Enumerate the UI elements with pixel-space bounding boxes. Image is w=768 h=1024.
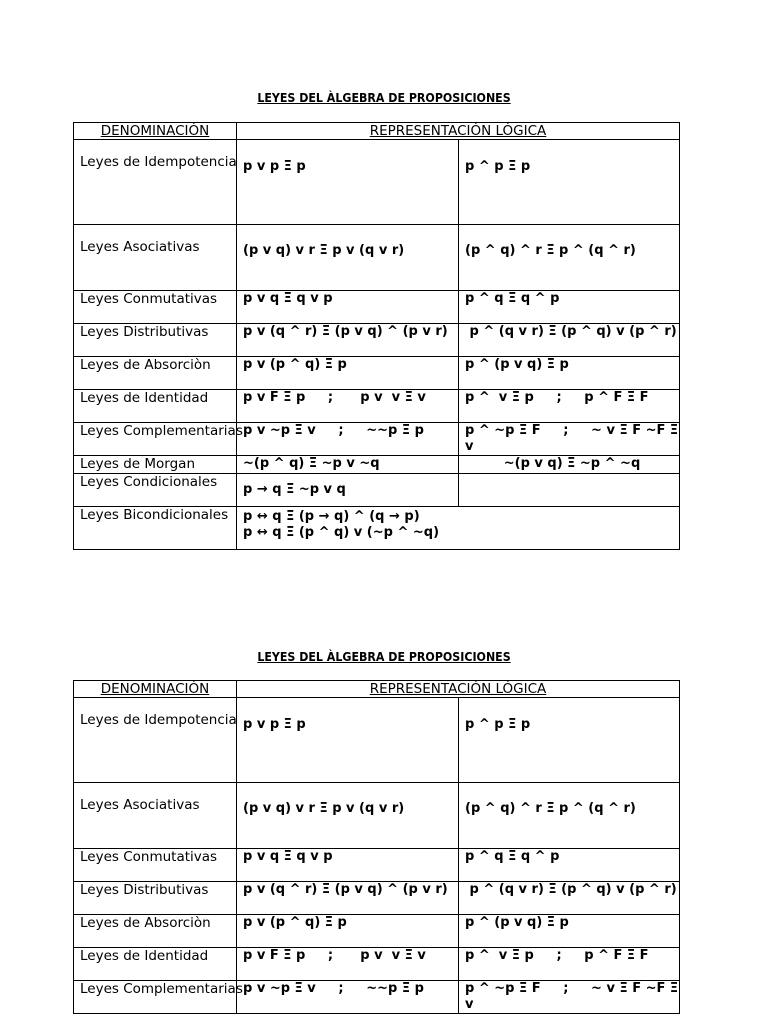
document-title: LEYES DEL ÀLGEBRA DE PROPOSICIONES: [257, 650, 511, 664]
law-name: Leyes Conmutativas: [74, 849, 237, 882]
law-name: Leyes Complementarias: [74, 423, 237, 456]
law-formula: p ^ (q v r) Ξ (p ^ q) v (p ^ r): [459, 882, 680, 915]
table-header-row: [74, 123, 680, 140]
laws-table: [73, 122, 683, 550]
table-row: [74, 981, 680, 1014]
law-name: Leyes de Identidad: [74, 948, 237, 981]
law-formula: p ^ (p v q) Ξ p: [459, 915, 680, 948]
law-formula: (p v q) v r Ξ p v (q v r): [237, 225, 459, 291]
law-formula: [459, 474, 680, 507]
law-formula: p ^ q Ξ q ^ p: [459, 291, 680, 324]
table-row: [74, 324, 680, 357]
law-formula: p v p Ξ p: [237, 140, 459, 225]
table-row: [74, 507, 680, 550]
law-formula: p v ~p Ξ v ; ~~p Ξ p: [237, 981, 459, 1014]
table-row: [74, 783, 680, 849]
table-row: [74, 140, 680, 225]
law-name: Leyes de Absorciòn: [74, 915, 237, 948]
document-title: LEYES DEL ÀLGEBRA DE PROPOSICIONES: [257, 91, 511, 105]
law-name: Leyes de Idempotencia: [74, 140, 237, 225]
law-formula: p v q Ξ q v p: [237, 849, 459, 882]
law-formula: (p ^ q) ^ r Ξ p ^ (q ^ r): [459, 225, 680, 291]
law-formula: p ^ v Ξ p ; p ^ F Ξ F: [459, 948, 680, 981]
law-formula: p v F Ξ p ; p v v Ξ v: [237, 390, 459, 423]
table-row: [74, 423, 680, 456]
law-formula: ~(p v q) Ξ ~p ^ ~q: [459, 456, 680, 474]
law-formula: p ^ v Ξ p ; p ^ F Ξ F: [459, 390, 680, 423]
table-row: [74, 225, 680, 291]
law-name: Leyes Bicondicionales: [74, 507, 237, 550]
law-formula: p v q Ξ q v p: [237, 291, 459, 324]
table-row: [74, 948, 680, 981]
table-row: [74, 915, 680, 948]
law-formula: p ↔ q Ξ (p ^ q) v (~p ^ ~q): [243, 525, 440, 540]
law-formula: p ^ ~p Ξ F ; ~ v Ξ F ~F Ξ v: [459, 981, 680, 1014]
law-formula: p v p Ξ p: [237, 698, 459, 783]
law-name: Leyes Distributivas: [74, 324, 237, 357]
table-row: [74, 390, 680, 423]
table-row: [74, 357, 680, 390]
law-formula: p v (p ^ q) Ξ p: [237, 357, 459, 390]
law-formula-group: [237, 507, 680, 550]
law-name: Leyes de Idempotencia: [74, 698, 237, 783]
table-row: [74, 474, 680, 507]
law-name: Leyes Asociativas: [74, 225, 237, 291]
law-formula: p ^ (p v q) Ξ p: [459, 357, 680, 390]
law-formula: ~(p ^ q) Ξ ~p v ~q: [237, 456, 459, 474]
law-name: Leyes de Identidad: [74, 390, 237, 423]
table-row: [74, 456, 680, 474]
table-row: [74, 882, 680, 915]
law-name: Leyes Complementarias: [74, 981, 237, 1014]
table-row: [74, 291, 680, 324]
law-formula: (p v q) v r Ξ p v (q v r): [237, 783, 459, 849]
law-name: Leyes Asociativas: [74, 783, 237, 849]
table-header-row: [74, 681, 680, 698]
law-formula: p ^ q Ξ q ^ p: [459, 849, 680, 882]
header-representacion: REPRESENTACIÓN LÓGICA: [237, 681, 680, 698]
law-formula: p v (q ^ r) Ξ (p v q) ^ (p v r): [237, 882, 459, 915]
law-formula: (p ^ q) ^ r Ξ p ^ (q ^ r): [459, 783, 680, 849]
law-formula: p v F Ξ p ; p v v Ξ v: [237, 948, 459, 981]
law-formula: p → q Ξ ~p v q: [237, 474, 459, 507]
law-formula: p v (q ^ r) Ξ (p v q) ^ (p v r): [237, 324, 459, 357]
law-formula: p ^ (q v r) Ξ (p ^ q) v (p ^ r): [459, 324, 680, 357]
header-denominacion: DENOMINACIÓN: [74, 123, 237, 140]
laws-table: [73, 680, 683, 1014]
table-row: [74, 698, 680, 783]
law-name: Leyes Conmutativas: [74, 291, 237, 324]
law-formula: p ↔ q Ξ (p → q) ^ (q → p): [243, 509, 420, 524]
law-name: Leyes de Morgan: [74, 456, 237, 474]
law-formula: p ^ ~p Ξ F ; ~ v Ξ F ~F Ξ v: [459, 423, 680, 456]
table-row: [74, 849, 680, 882]
header-representacion: REPRESENTACIÓN LÓGICA: [237, 123, 680, 140]
law-formula: p v (p ^ q) Ξ p: [237, 915, 459, 948]
law-formula: p ^ p Ξ p: [459, 140, 680, 225]
law-formula: p ^ p Ξ p: [459, 698, 680, 783]
header-denominacion: DENOMINACIÓN: [74, 681, 237, 698]
law-name: Leyes Condicionales: [74, 474, 237, 507]
law-formula: p v ~p Ξ v ; ~~p Ξ p: [237, 423, 459, 456]
law-name: Leyes de Absorciòn: [74, 357, 237, 390]
law-name: Leyes Distributivas: [74, 882, 237, 915]
